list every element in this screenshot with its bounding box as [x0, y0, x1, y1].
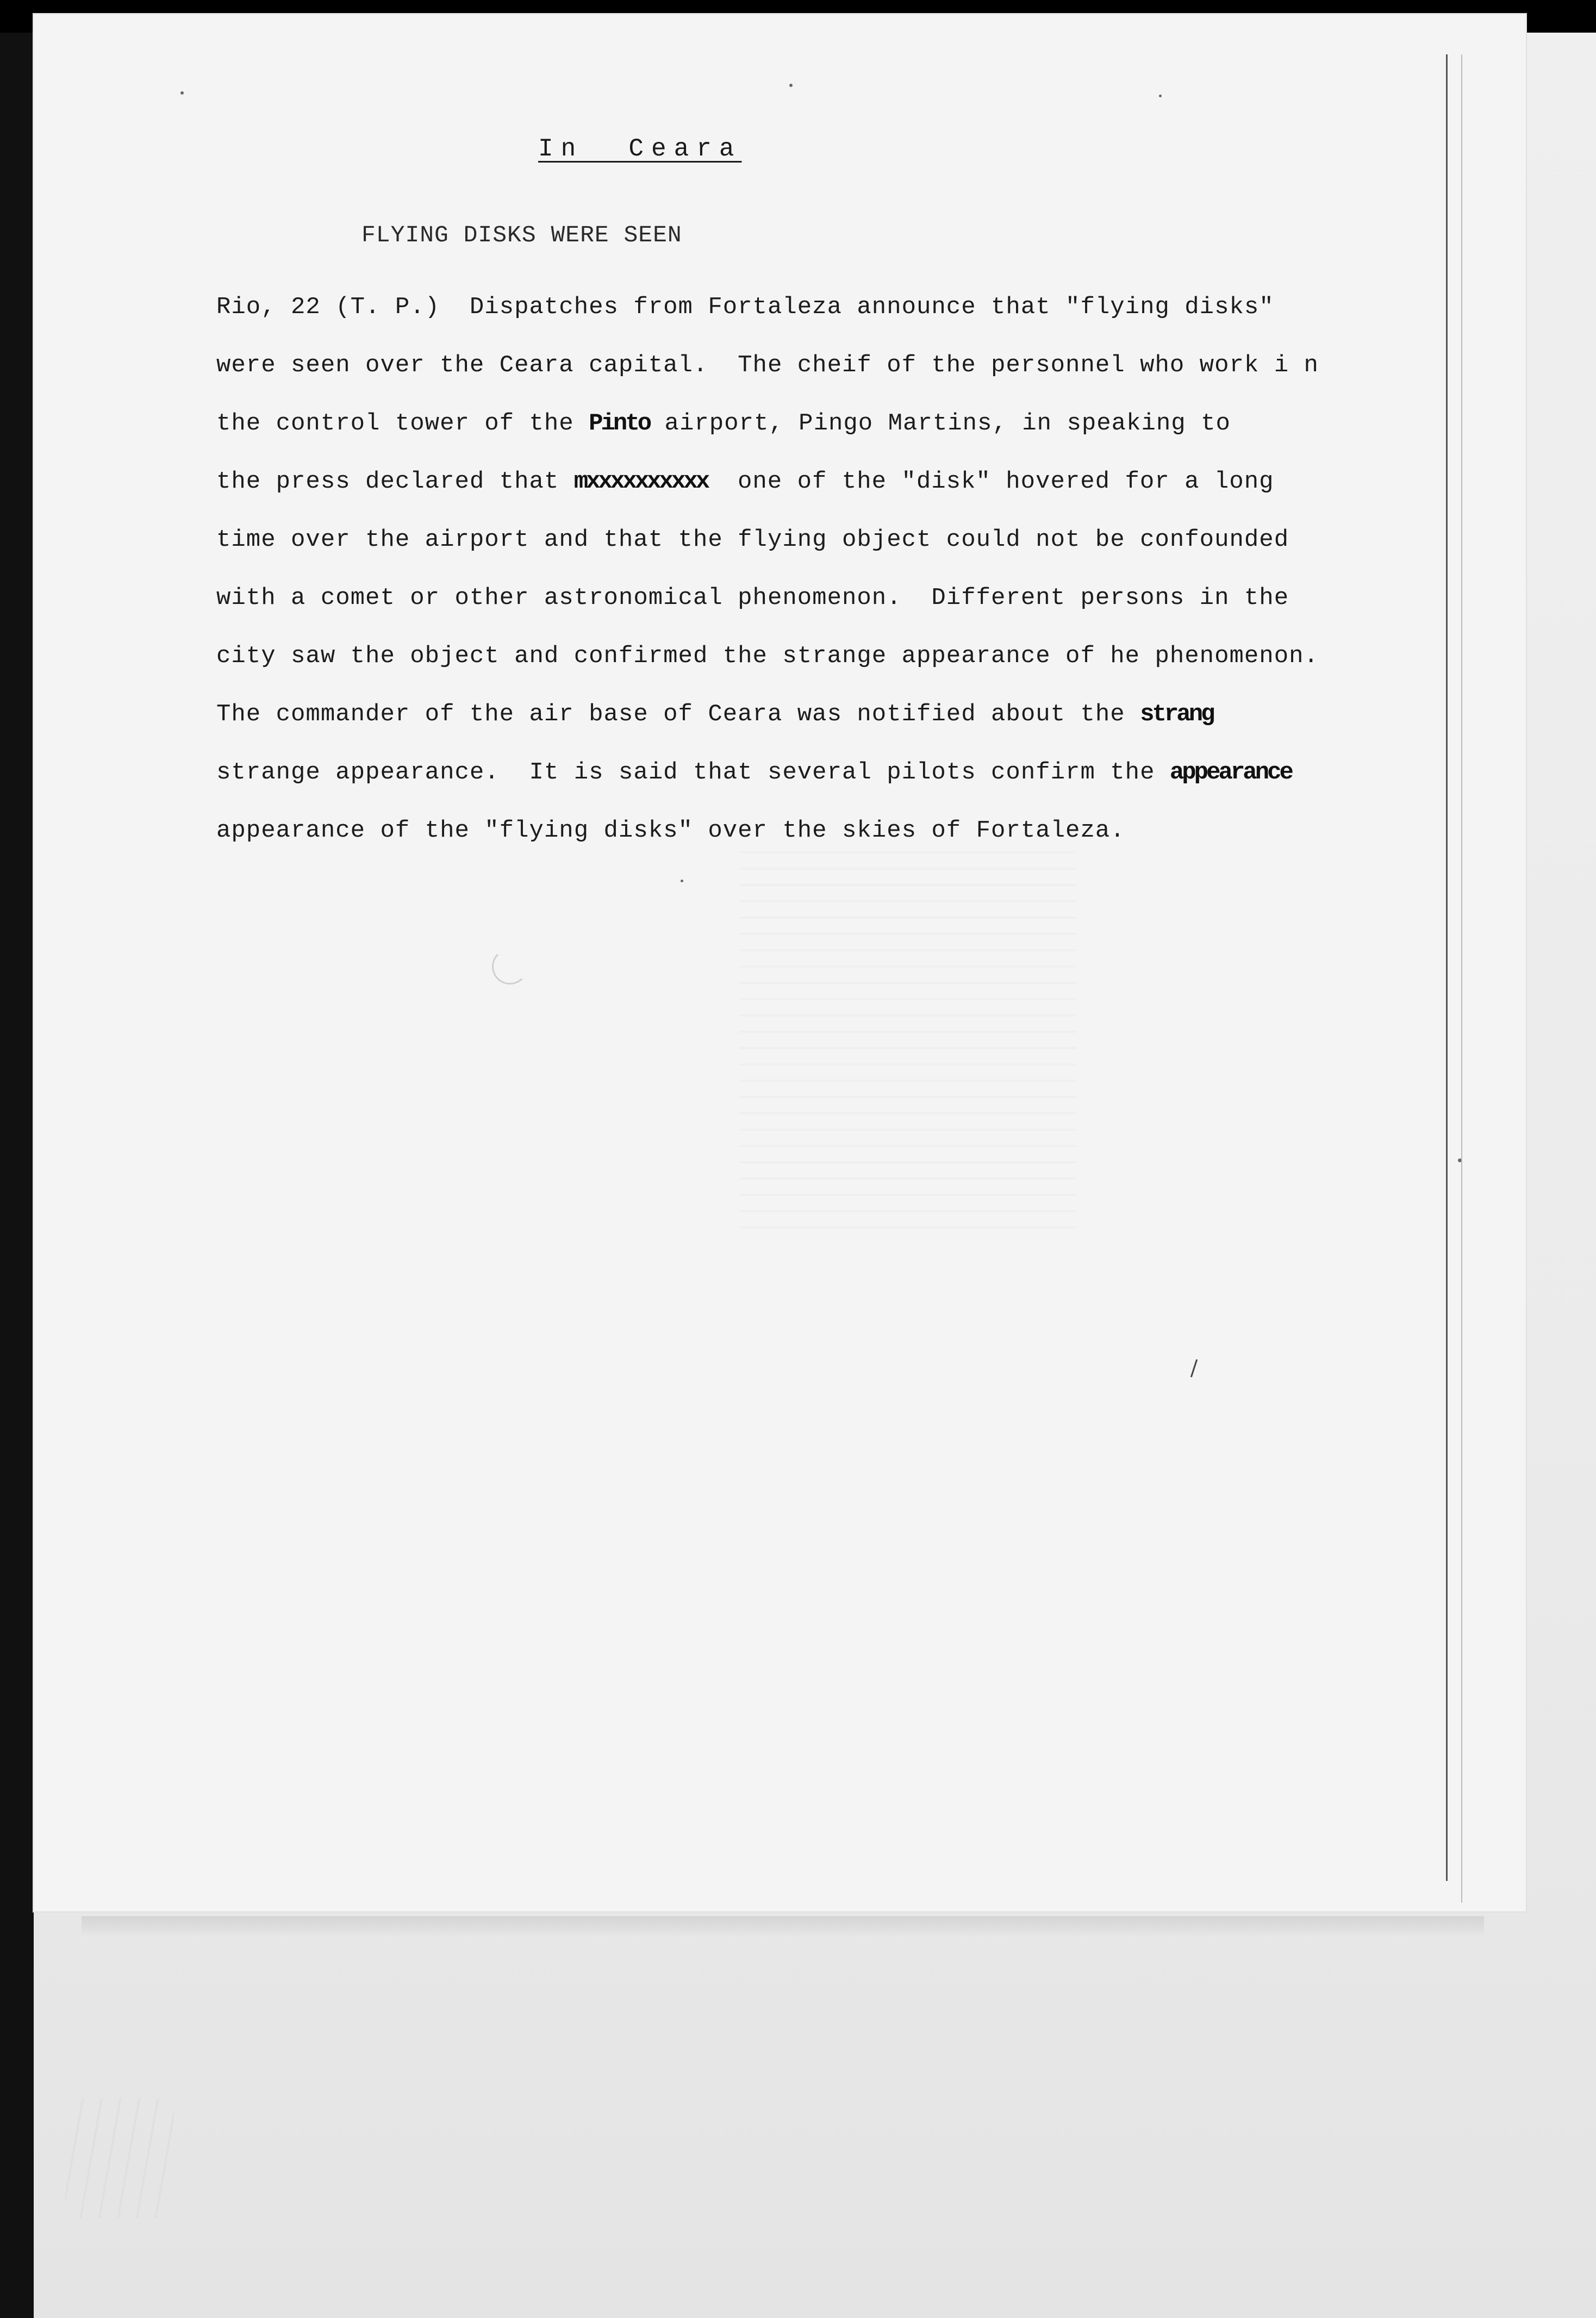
text-segment: the press declared that: [216, 468, 574, 495]
sheet-bottom-shadow: [82, 1916, 1484, 1938]
text-line: [216, 686, 1319, 744]
text-segment: the control tower of the: [216, 410, 589, 437]
struck-out-word: strang: [1140, 701, 1213, 728]
speck: [789, 84, 793, 87]
speck: [180, 91, 184, 95]
text-segment: The commander of the air base of Ceara was notified about the: [216, 701, 1140, 728]
text-line: [216, 453, 1319, 511]
text-line: Rio, 22 (T. P.) Dispatches from Fortaleza announce that "flying disks": [216, 294, 1274, 321]
left-scan-border: [0, 33, 34, 2318]
text-segment: airport, Pingo Martins, in speaking to: [650, 410, 1231, 437]
struck-out-word: Pinto: [589, 410, 650, 437]
sheet-edge-line: [1461, 54, 1462, 1903]
text-line: city saw the object and confirmed the strange appearance of he phenomenon.: [216, 643, 1319, 670]
speck: [681, 880, 683, 882]
document-heading: In Ceara: [538, 135, 742, 163]
news-dispatch-paragraph: [216, 278, 1319, 860]
text-line: [216, 395, 1319, 453]
faint-arc-mark: [492, 949, 528, 984]
board-scratches: [65, 2098, 174, 2218]
struck-out-word: appearance: [1169, 759, 1292, 786]
text-line: with a comet or other astronomical phenomenon. Different persons in the: [216, 584, 1289, 612]
text-line: [216, 744, 1319, 802]
bleed-through-text: [739, 837, 1076, 1229]
text-segment: one of the "disk" hovered for a long: [708, 468, 1274, 495]
right-margin-line: [1446, 54, 1448, 1881]
text-segment: strange appearance. It is said that several pilots confirm the: [216, 759, 1170, 786]
document-subheading: FLYING DISKS WERE SEEN: [361, 222, 682, 248]
text-line: were seen over the Ceara capital. The cheif of the personnel who work i n: [216, 352, 1319, 379]
text-line: appearance of the "flying disks" over the skies of Fortaleza.: [216, 817, 1125, 844]
text-line: time over the airport and that the flying object could not be confounded: [216, 526, 1289, 553]
speck: [1159, 95, 1162, 97]
struck-out-word: mxxxxxxxxxx: [573, 468, 708, 495]
